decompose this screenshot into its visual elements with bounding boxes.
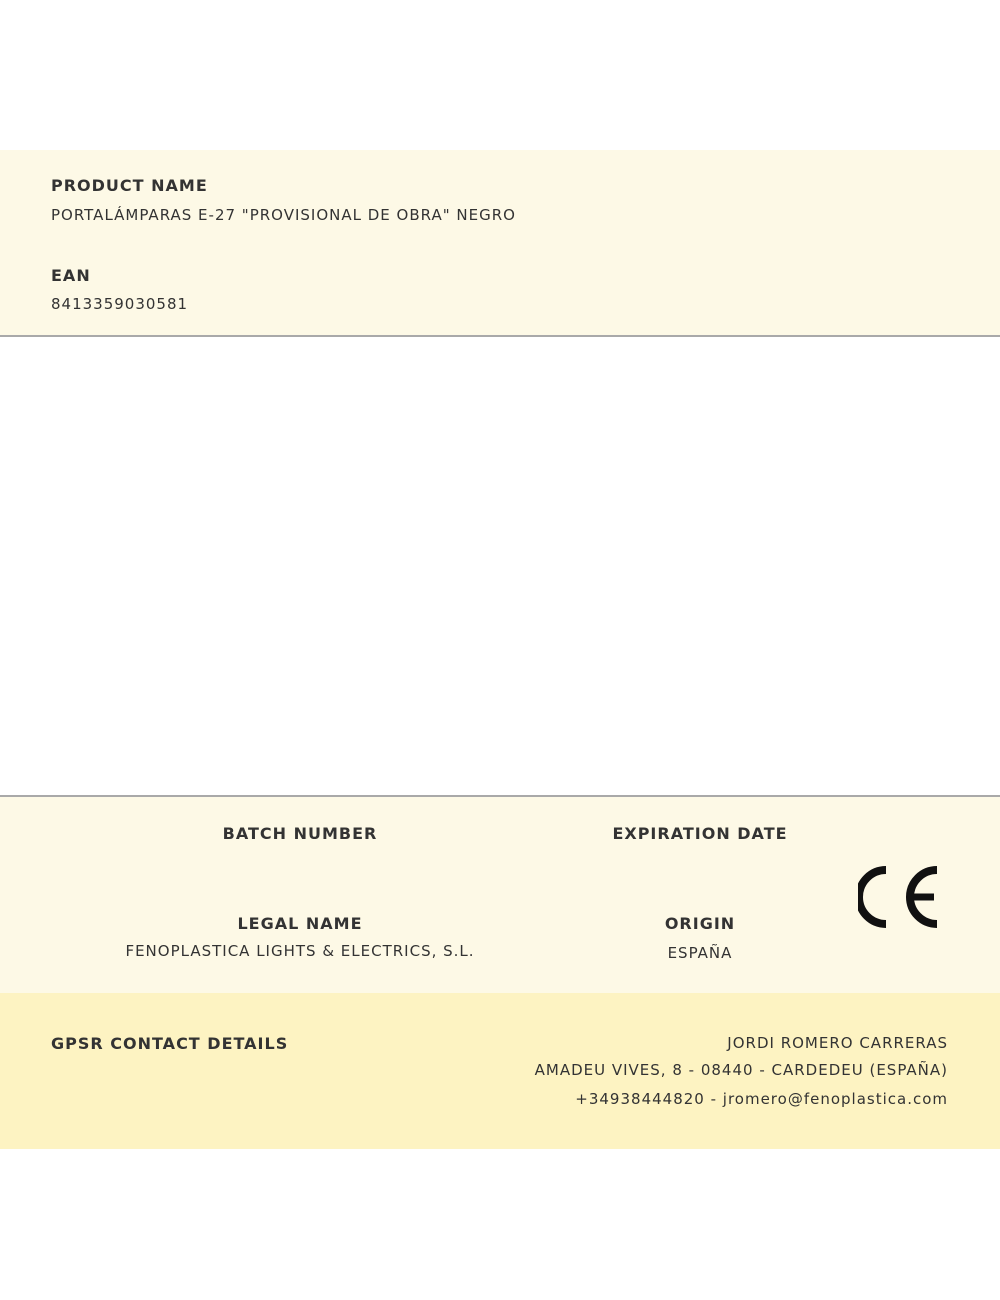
ce-mark-icon — [858, 866, 944, 928]
product-name-label: PRODUCT NAME — [51, 176, 208, 195]
origin-label: ORIGIN — [664, 914, 736, 933]
contact-phone-email: +34938444820 - jromero@fenoplastica.com — [575, 1090, 948, 1108]
batch-number-label: BATCH NUMBER — [222, 824, 378, 843]
expiration-date-label: EXPIRATION DATE — [612, 824, 788, 843]
gpsr-contact-label: GPSR CONTACT DETAILS — [51, 1034, 289, 1053]
contact-name: JORDI ROMERO CARRERAS — [727, 1034, 948, 1052]
legal-name-label: LEGAL NAME — [237, 914, 363, 933]
origin-value: ESPAÑA — [667, 944, 733, 962]
ean-label: EAN — [51, 266, 91, 285]
legal-name-value: FENOPLASTICA LIGHTS & ELECTRICS, S.L. — [125, 942, 475, 960]
ean-value: 8413359030581 — [51, 295, 189, 313]
product-name-value: PORTALÁMPARAS E-27 "PROVISIONAL DE OBRA" NEGRO — [51, 206, 516, 224]
contact-address: AMADEU VIVES, 8 - 08440 - CARDEDEU (ESPAÑA) — [534, 1061, 948, 1079]
